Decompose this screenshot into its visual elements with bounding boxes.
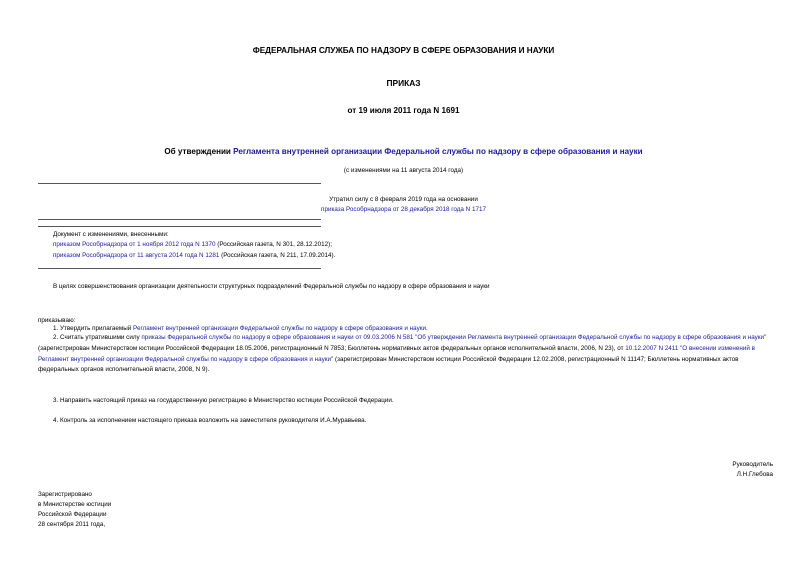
- paragraph-3: 3. Направить настоящий приказ на государственную регистрацию в Министерство юстиции Российской Федерации.: [53, 397, 394, 404]
- signature-name: Л.Н.Глебова: [736, 471, 773, 478]
- amendment-link[interactable]: приказом Рособрнадзора от 1 ноября 2012 года N 1370: [53, 241, 216, 248]
- p2-text: 2. Считать утратившими силу: [53, 334, 142, 341]
- paragraph-2: [38, 333, 771, 376]
- registration-line: Российской Федерации: [38, 511, 107, 518]
- amendments-heading: Документ с изменениями, внесенными:: [53, 231, 169, 238]
- amendment-item: [53, 240, 332, 250]
- title-prefix: Об утверждении: [164, 147, 234, 156]
- document-title: [0, 147, 807, 156]
- amendment-link[interactable]: приказом Рособрнадзора от 11 августа 2014 года N 1281: [53, 252, 220, 259]
- divider: [38, 219, 321, 220]
- paragraph-4: 4. Контроль за исполнением настоящего приказа возложить на заместителя руководителя И.А.Муравьева.: [53, 417, 367, 424]
- registration-line: Зарегистрировано: [38, 491, 92, 498]
- p2-text: (зарегистрирован Министерством юстиции Российской Федерации 18.05.2006, регистрационный N 7853; Бюллетень нормативных актов федеральных органов исполнительной власти, 2006, N 23), от: [38, 344, 626, 352]
- registration-line: в Министерстве юстиции: [38, 501, 112, 508]
- amendment-source: (Российская газета, N 211, 17.09.2014).: [219, 252, 336, 259]
- registration-line: 28 сентября 2011 года,: [38, 521, 106, 528]
- expired-order-link[interactable]: приказа Рособрнадзора от 28 декабря 2018 года N 1717: [321, 206, 486, 213]
- divider: [38, 183, 321, 184]
- title-regulation-link[interactable]: Регламента внутренней организации Федеральной службы по надзору в сфере образования и науки: [233, 147, 643, 156]
- edition-note: (с изменениями на 11 августа 2014 года): [343, 167, 464, 174]
- divider: [38, 268, 321, 269]
- intro-paragraph: В целях совершенствования организации деятельности структурных подразделений Федеральной службы по надзору в сфере образования и науки: [53, 283, 490, 290]
- order-word: приказываю:: [38, 317, 76, 324]
- p2-order-link-1[interactable]: приказы Федеральной службы по надзору в сфере образования и науки от 09.03.2006 N 581 "Об утверждении Регламента внутренней организации Федеральной службы по надзору в сфере образования и науки": [141, 334, 767, 341]
- divider: [38, 226, 321, 227]
- amendment-source: (Российская газета, N 301, 28.12.2012);: [215, 241, 332, 248]
- p1-regulation-link[interactable]: Регламент внутренней организации Федеральной службы по надзору в сфере образования и науки: [133, 325, 427, 332]
- signature-role: Руководитель: [732, 461, 773, 468]
- document-date-number: от 19 июля 2011 года N 1691: [347, 106, 460, 115]
- amendment-item: [53, 251, 335, 261]
- p1-suffix: .: [426, 325, 428, 332]
- p2-order-link-2[interactable]: 10.12.2007 N 2411 "О внесении изменений в Регламент внутренней организации Федеральной службы по надзору в сфере образования и науки": [38, 344, 756, 363]
- p1-prefix: 1. Утвердить прилагаемый: [53, 325, 134, 332]
- agency-name: ФЕДЕРАЛЬНАЯ СЛУЖБА ПО НАДЗОРУ В СФЕРЕ ОБРАЗОВАНИЯ И НАУКИ: [252, 46, 555, 55]
- p2-text: (зарегистрирован Министерством юстиции Российской Федерации 12.02.2008, регистрационный N 11147; Бюллетень нормативных актов федеральных органов исполнительной власти, 2008, N 9).: [38, 355, 739, 374]
- expired-note: Утратил силу с 8 февраля 2019 года на основании: [329, 196, 478, 203]
- document-type: ПРИКАЗ: [386, 78, 421, 88]
